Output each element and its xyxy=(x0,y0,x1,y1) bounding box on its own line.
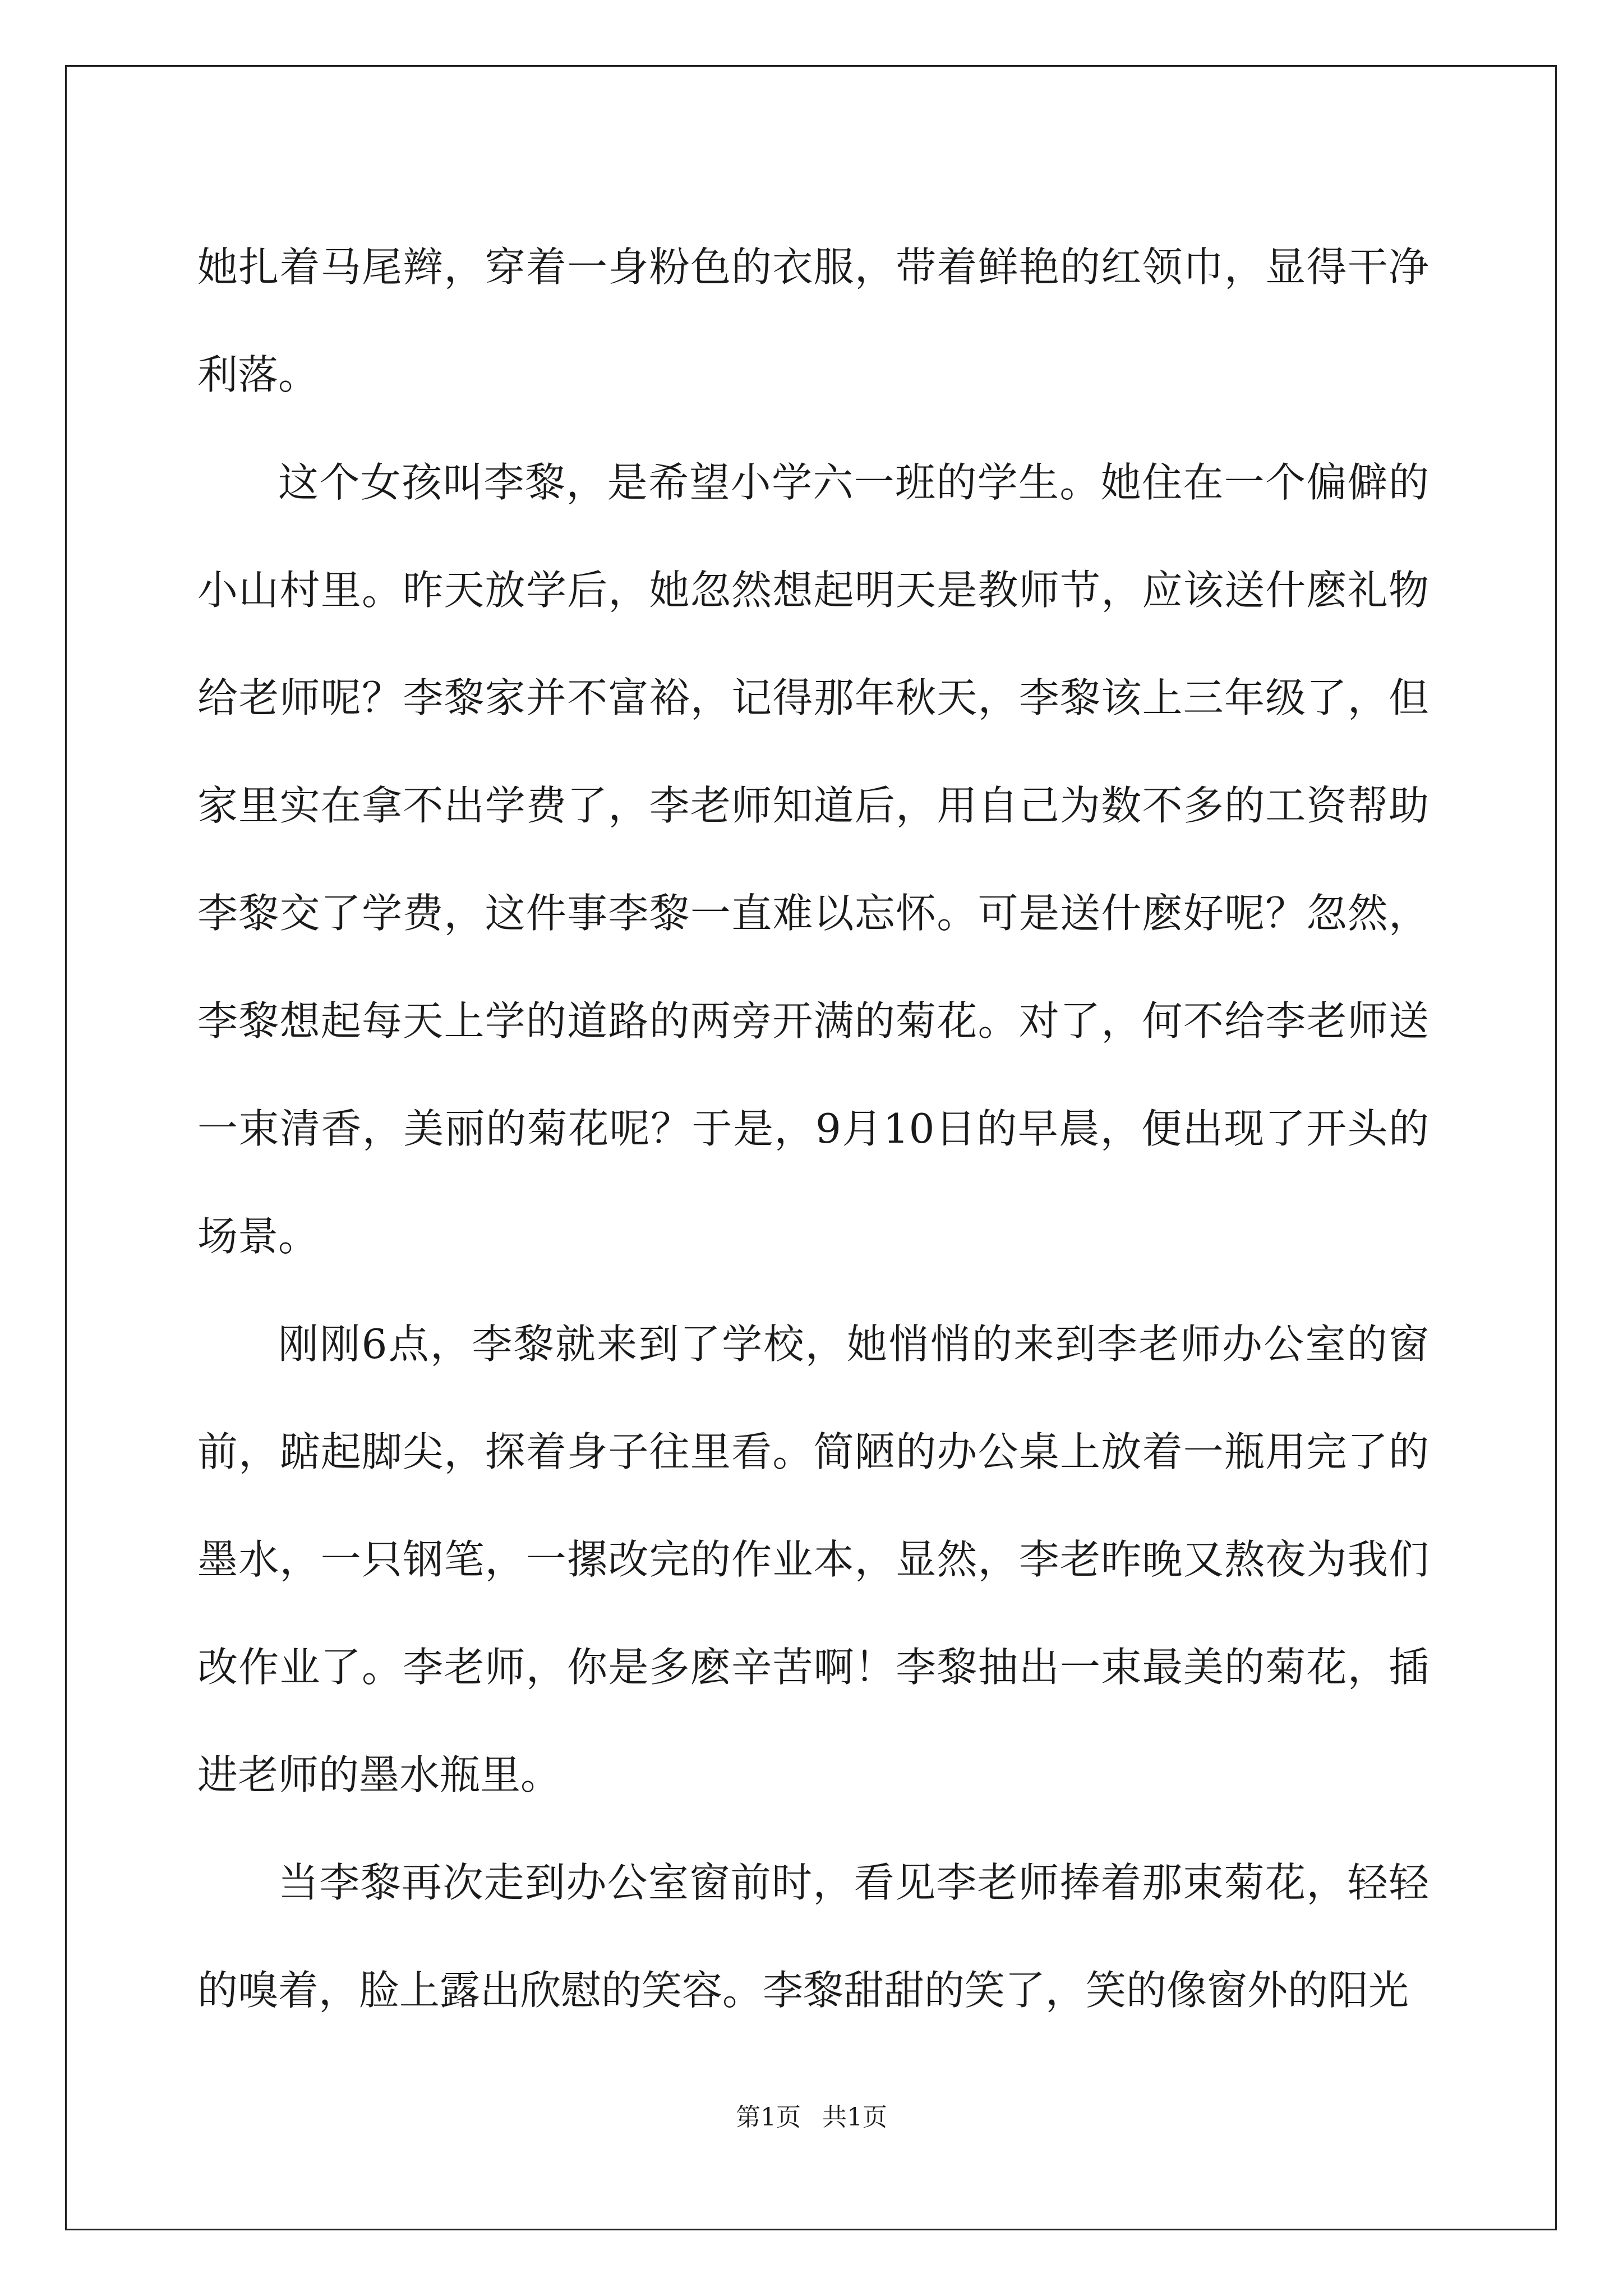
paragraph: 刚刚6点，李黎就来到了学校，她悄悄的来到李老师办公室的窗前，踮起脚尖，探着身子往里看。简陋的办公桌上放着一瓶用完了的墨水，一只钢笔，一摞改完的作业本，显然，李老昨晚又熬夜为我们改作业了。李老师，你是多麽辛苦啊！李黎抽出一束最美的菊花，插进老师的墨水瓶里。 xyxy=(197,1320,1429,1798)
paragraph: 这个女孩叫李黎，是希望小学六一班的学生。她住在一个偏僻的小山村里。昨天放学后，她忽然想起明天是教师节，应该送什麽礼物给老师呢？李黎家并不富裕，记得那年秋天，李黎该上三年级了，但家里实在拿不出学费了，李老师知道后，用自己为数不多的工资帮助李黎交了学费，这件事李黎一直难以忘怀。可是送什麽好呢？忽然，李黎想起每天上学的道路的两旁开满的菊花。对了，何不给李老师送一束清香，美丽的菊花呢？于是，9月10日的早晨，便出现了开头的场景。 xyxy=(197,459,1429,1260)
paragraph: 她扎着马尾辫，穿着一身粉色的衣服，带着鲜艳的红领巾，显得干净利落。 xyxy=(197,243,1429,398)
document-body xyxy=(197,213,1429,2044)
paragraph: 当李黎再次走到办公室窗前时，看见李老师捧着那束菊花，轻轻的嗅着，脸上露出欣慰的笑容。李黎甜甜的笑了，笑的像窗外的阳光 xyxy=(197,1859,1429,2014)
page-footer: 第1页 共1页 xyxy=(736,2103,887,2132)
